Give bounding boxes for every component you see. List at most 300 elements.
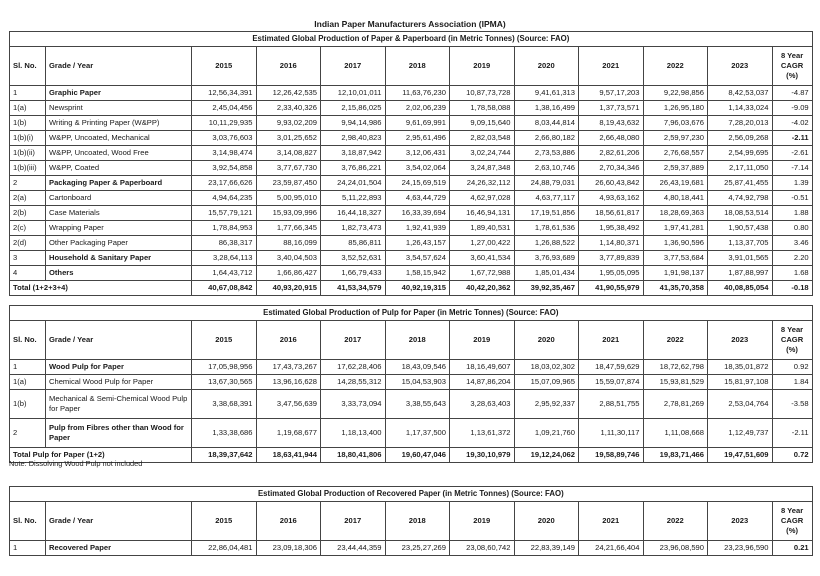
row-value: 2,95,61,496	[385, 131, 450, 146]
total-value: 19,83,71,466	[643, 448, 708, 463]
row-value: 18,08,53,514	[708, 206, 773, 221]
row-value: 14,87,86,204	[450, 375, 515, 390]
row-sl-no: 1(a)	[10, 101, 46, 116]
row-value: 3,28,64,113	[192, 251, 257, 266]
pulp-note: Note: Dissolving Wood Pulp not included	[9, 459, 143, 468]
row-value: 22,83,39,149	[514, 541, 579, 556]
table-header-row	[10, 502, 813, 541]
row-value: 3,76,86,221	[321, 161, 386, 176]
row-value: 1,26,88,522	[514, 236, 579, 251]
row-sl-no: 2(a)	[10, 191, 46, 206]
row-value: 3,18,87,942	[321, 146, 386, 161]
row-value: 3,52,52,631	[321, 251, 386, 266]
row-value: 3,03,76,603	[192, 131, 257, 146]
row-value: 15,93,81,529	[643, 375, 708, 390]
row-value: 4,93,63,162	[579, 191, 644, 206]
row-value: 3,33,73,094	[321, 390, 386, 419]
row-value: 1,77,66,345	[256, 221, 321, 236]
table-row	[10, 191, 813, 206]
row-value: 3,28,63,403	[450, 390, 515, 419]
row-value: 23,09,18,306	[256, 541, 321, 556]
row-value: 2,82,61,206	[579, 146, 644, 161]
row-value: 17,19,51,856	[514, 206, 579, 221]
row-value: 17,62,28,406	[321, 360, 386, 375]
row-value: 18,56,61,817	[579, 206, 644, 221]
row-cagr: 0.21	[772, 541, 812, 556]
row-value: 8,42,53,037	[708, 86, 773, 101]
pulp-production-table	[9, 305, 813, 463]
row-sl-no: 1	[10, 86, 46, 101]
table-header-row	[10, 321, 813, 360]
header-grade: Grade / Year	[46, 47, 192, 86]
row-grade: Cartonboard	[46, 191, 192, 206]
table-row	[10, 86, 813, 101]
row-value: 3,77,89,839	[579, 251, 644, 266]
row-value: 23,96,08,590	[643, 541, 708, 556]
row-value: 2,33,40,326	[256, 101, 321, 116]
header-year: 2023	[708, 502, 773, 541]
total-value: 19,47,51,609	[708, 448, 773, 463]
total-value: 40,42,20,362	[450, 281, 515, 296]
row-sl-no: 2(c)	[10, 221, 46, 236]
row-value: 9,93,02,209	[256, 116, 321, 131]
table-row	[10, 206, 813, 221]
row-cagr: -2.11	[772, 419, 812, 448]
row-sl-no: 4	[10, 266, 46, 281]
total-value: 19,60,47,046	[385, 448, 450, 463]
row-sl-no: 1(b)(i)	[10, 131, 46, 146]
row-value: 3,01,25,652	[256, 131, 321, 146]
row-value: 1,26,95,180	[643, 101, 708, 116]
row-value: 7,28,20,013	[708, 116, 773, 131]
row-value: 9,22,98,856	[643, 86, 708, 101]
row-value: 15,81,97,108	[708, 375, 773, 390]
header-year: 2019	[450, 321, 515, 360]
row-cagr: 1.68	[772, 266, 812, 281]
row-value: 23,59,87,450	[256, 176, 321, 191]
row-value: 3,38,68,391	[192, 390, 257, 419]
row-cagr: -2.11	[772, 131, 812, 146]
row-cagr: -4.02	[772, 116, 812, 131]
table-caption-row	[10, 306, 813, 321]
row-value: 1,36,90,596	[643, 236, 708, 251]
row-value: 3,76,93,689	[514, 251, 579, 266]
row-sl-no: 2(d)	[10, 236, 46, 251]
total-value: 40,08,85,054	[708, 281, 773, 296]
recovered-paper-table	[9, 486, 813, 556]
row-value: 2,73,53,886	[514, 146, 579, 161]
row-value: 13,96,16,628	[256, 375, 321, 390]
header-year: 2022	[643, 321, 708, 360]
header-year: 2021	[579, 321, 644, 360]
row-value: 9,57,17,203	[579, 86, 644, 101]
total-value: 18,39,37,642	[192, 448, 257, 463]
row-grade: W&PP, Coated	[46, 161, 192, 176]
row-value: 1,91,98,137	[643, 266, 708, 281]
row-value: 1,89,40,531	[450, 221, 515, 236]
table-row	[10, 390, 813, 419]
header-year: 2015	[192, 502, 257, 541]
row-value: 2,02,06,239	[385, 101, 450, 116]
header-year: 2020	[514, 321, 579, 360]
header-sl-no: Sl. No.	[10, 321, 46, 360]
header-year: 2016	[256, 47, 321, 86]
header-year: 2020	[514, 47, 579, 86]
row-value: 18,16,49,607	[450, 360, 515, 375]
row-value: 3,77,53,684	[643, 251, 708, 266]
row-value: 24,24,01,504	[321, 176, 386, 191]
row-value: 15,07,09,965	[514, 375, 579, 390]
header-year: 2015	[192, 47, 257, 86]
row-value: 2,17,11,050	[708, 161, 773, 176]
total-value: 18,63,41,944	[256, 448, 321, 463]
header-year: 2018	[385, 47, 450, 86]
row-value: 1,17,37,500	[385, 419, 450, 448]
row-value: 24,15,69,519	[385, 176, 450, 191]
row-cagr: 1.39	[772, 176, 812, 191]
table-row	[10, 251, 813, 266]
total-value: 40,93,20,915	[256, 281, 321, 296]
total-value: 19,30,10,979	[450, 448, 515, 463]
row-value: 26,60,43,842	[579, 176, 644, 191]
header-cagr-line: (%)	[786, 71, 798, 80]
row-value: 18,43,09,546	[385, 360, 450, 375]
row-value: 22,86,04,481	[192, 541, 257, 556]
table-row	[10, 541, 813, 556]
table-row	[10, 419, 813, 448]
row-sl-no: 1	[10, 360, 46, 375]
row-cagr: 1.88	[772, 206, 812, 221]
row-value: 2,54,99,695	[708, 146, 773, 161]
header-year: 2018	[385, 502, 450, 541]
row-value: 1,11,08,668	[643, 419, 708, 448]
row-value: 3,14,08,827	[256, 146, 321, 161]
row-cagr: 0.80	[772, 221, 812, 236]
header-year: 2017	[321, 502, 386, 541]
table-row	[10, 360, 813, 375]
row-value: 8,19,43,632	[579, 116, 644, 131]
row-value: 23,08,60,742	[450, 541, 515, 556]
total-value: 40,67,08,842	[192, 281, 257, 296]
row-value: 15,59,07,874	[579, 375, 644, 390]
header-year: 2023	[708, 47, 773, 86]
row-value: 17,05,98,956	[192, 360, 257, 375]
header-year: 2015	[192, 321, 257, 360]
row-value: 3,24,87,348	[450, 161, 515, 176]
row-value: 9,61,69,991	[385, 116, 450, 131]
header-cagr	[772, 321, 812, 360]
table-caption: Estimated Global Production of Paper & Paperboard (in Metric Tonnes) (Source: FAO)	[10, 32, 813, 47]
row-value: 2,70,34,346	[579, 161, 644, 176]
header-cagr-line: CAGR	[780, 61, 804, 70]
row-value: 18,47,59,629	[579, 360, 644, 375]
table-row	[10, 176, 813, 191]
row-value: 12,56,34,391	[192, 86, 257, 101]
header-year: 2021	[579, 502, 644, 541]
header-cagr-line: (%)	[786, 526, 798, 535]
row-value: 1,58,15,942	[385, 266, 450, 281]
total-value: 19,12,24,062	[514, 448, 579, 463]
header-year: 2023	[708, 321, 773, 360]
row-value: 23,17,66,626	[192, 176, 257, 191]
row-value: 10,11,29,935	[192, 116, 257, 131]
row-value: 3,91,01,565	[708, 251, 773, 266]
row-value: 2,59,37,889	[643, 161, 708, 176]
total-label: Total Pulp for Paper (1+2)	[10, 448, 192, 463]
header-year: 2018	[385, 321, 450, 360]
row-value: 2,95,92,337	[514, 390, 579, 419]
row-value: 2,59,97,230	[643, 131, 708, 146]
total-value: 41,90,55,979	[579, 281, 644, 296]
total-value: 40,92,19,315	[385, 281, 450, 296]
row-value: 9,09,15,640	[450, 116, 515, 131]
row-value: 2,76,68,557	[643, 146, 708, 161]
row-value: 18,28,69,363	[643, 206, 708, 221]
row-grade: Newsprint	[46, 101, 192, 116]
header-sl-no: Sl. No.	[10, 502, 46, 541]
row-value: 3,77,67,730	[256, 161, 321, 176]
row-value: 9,41,61,313	[514, 86, 579, 101]
header-year: 2017	[321, 47, 386, 86]
total-value: 18,80,41,806	[321, 448, 386, 463]
row-value: 4,62,97,028	[450, 191, 515, 206]
row-grade: W&PP, Uncoated, Mechanical	[46, 131, 192, 146]
table-row	[10, 161, 813, 176]
row-value: 4,74,92,798	[708, 191, 773, 206]
row-grade: Pulp from Fibres other than Wood for Paper	[46, 419, 192, 448]
row-value: 17,43,73,267	[256, 360, 321, 375]
row-value: 24,88,79,031	[514, 176, 579, 191]
row-value: 4,63,44,729	[385, 191, 450, 206]
row-value: 1,78,58,088	[450, 101, 515, 116]
row-cagr: 2.20	[772, 251, 812, 266]
row-value: 3,40,04,503	[256, 251, 321, 266]
table-caption: Estimated Global Production of Recovered Paper (in Metric Tonnes) (Source: FAO)	[10, 487, 813, 502]
row-value: 1,92,41,939	[385, 221, 450, 236]
row-cagr: 3.46	[772, 236, 812, 251]
row-cagr: -7.14	[772, 161, 812, 176]
row-value: 3,47,56,639	[256, 390, 321, 419]
total-row	[10, 281, 813, 296]
total-value: 41,35,70,358	[643, 281, 708, 296]
row-value: 1,82,73,473	[321, 221, 386, 236]
row-value: 5,11,22,893	[321, 191, 386, 206]
row-value: 15,04,53,903	[385, 375, 450, 390]
row-cagr: -2.61	[772, 146, 812, 161]
row-value: 1,78,84,953	[192, 221, 257, 236]
header-cagr-line: CAGR	[780, 516, 804, 525]
row-value: 1,26,43,157	[385, 236, 450, 251]
row-value: 3,14,98,474	[192, 146, 257, 161]
row-value: 2,45,04,456	[192, 101, 257, 116]
row-value: 88,16,099	[256, 236, 321, 251]
header-cagr	[772, 502, 812, 541]
header-cagr-line: 8 Year	[780, 325, 804, 334]
row-value: 16,33,39,694	[385, 206, 450, 221]
table-row	[10, 221, 813, 236]
row-value: 11,63,76,230	[385, 86, 450, 101]
row-value: 25,87,41,455	[708, 176, 773, 191]
table-row	[10, 375, 813, 390]
row-value: 1,66,79,433	[321, 266, 386, 281]
row-grade: Wrapping Paper	[46, 221, 192, 236]
row-grade: Household & Sanitary Paper	[46, 251, 192, 266]
row-value: 1,67,72,988	[450, 266, 515, 281]
row-value: 18,72,62,798	[643, 360, 708, 375]
header-grade: Grade / Year	[46, 321, 192, 360]
table-caption-row	[10, 32, 813, 47]
header-cagr	[772, 47, 812, 86]
header-year: 2016	[256, 321, 321, 360]
row-value: 1,19,68,677	[256, 419, 321, 448]
paper-production-table	[9, 31, 813, 296]
row-value: 1,97,41,281	[643, 221, 708, 236]
row-value: 4,80,18,441	[643, 191, 708, 206]
row-value: 3,54,02,064	[385, 161, 450, 176]
row-cagr: -9.09	[772, 101, 812, 116]
row-value: 1,95,05,095	[579, 266, 644, 281]
header-sl-no: Sl. No.	[10, 47, 46, 86]
row-value: 2,88,51,755	[579, 390, 644, 419]
row-value: 2,66,80,182	[514, 131, 579, 146]
row-value: 3,12,06,431	[385, 146, 450, 161]
row-value: 2,66,48,080	[579, 131, 644, 146]
row-value: 1,66,86,427	[256, 266, 321, 281]
row-value: 12,10,01,011	[321, 86, 386, 101]
row-cagr: 1.84	[772, 375, 812, 390]
row-value: 1,13,61,372	[450, 419, 515, 448]
row-value: 2,53,04,764	[708, 390, 773, 419]
row-cagr: 0.92	[772, 360, 812, 375]
row-value: 16,46,94,131	[450, 206, 515, 221]
total-cagr: -0.18	[772, 281, 812, 296]
table-caption-row	[10, 487, 813, 502]
row-value: 1,27,00,422	[450, 236, 515, 251]
row-value: 1,78,61,536	[514, 221, 579, 236]
row-sl-no: 1(b)(ii)	[10, 146, 46, 161]
header-cagr-line: (%)	[786, 345, 798, 354]
row-grade: Other Packaging Paper	[46, 236, 192, 251]
row-value: 1,13,37,705	[708, 236, 773, 251]
header-grade: Grade / Year	[46, 502, 192, 541]
row-value: 1,87,88,997	[708, 266, 773, 281]
document-title: Indian Paper Manufacturers Association (IPMA)	[314, 19, 506, 29]
total-label: Total (1+2+3+4)	[10, 281, 192, 296]
row-sl-no: 2	[10, 419, 46, 448]
total-value: 39,92,35,467	[514, 281, 579, 296]
row-value: 23,23,96,590	[708, 541, 773, 556]
row-sl-no: 1(a)	[10, 375, 46, 390]
row-grade: Graphic Paper	[46, 86, 192, 101]
row-value: 23,44,44,359	[321, 541, 386, 556]
row-value: 10,87,73,728	[450, 86, 515, 101]
row-value: 2,56,09,268	[708, 131, 773, 146]
row-value: 15,57,79,121	[192, 206, 257, 221]
row-value: 1,09,21,760	[514, 419, 579, 448]
row-sl-no: 1(b)	[10, 390, 46, 419]
row-value: 2,78,81,269	[643, 390, 708, 419]
header-cagr-line: CAGR	[780, 335, 804, 344]
total-value: 41,53,34,579	[321, 281, 386, 296]
row-value: 1,18,13,400	[321, 419, 386, 448]
table-row	[10, 131, 813, 146]
header-year: 2022	[643, 47, 708, 86]
row-value: 1,11,30,117	[579, 419, 644, 448]
row-value: 24,26,32,112	[450, 176, 515, 191]
row-sl-no: 2	[10, 176, 46, 191]
header-year: 2022	[643, 502, 708, 541]
row-value: 4,63,77,117	[514, 191, 579, 206]
row-value: 18,35,01,872	[708, 360, 773, 375]
row-value: 14,28,55,312	[321, 375, 386, 390]
row-value: 26,43,19,681	[643, 176, 708, 191]
row-value: 1,38,16,499	[514, 101, 579, 116]
header-year: 2017	[321, 321, 386, 360]
header-year: 2019	[450, 47, 515, 86]
row-grade: Wood Pulp for Paper	[46, 360, 192, 375]
row-sl-no: 1(b)	[10, 116, 46, 131]
row-value: 8,03,44,814	[514, 116, 579, 131]
row-value: 1,12,49,737	[708, 419, 773, 448]
row-sl-no: 3	[10, 251, 46, 266]
row-sl-no: 2(b)	[10, 206, 46, 221]
row-grade: Recovered Paper	[46, 541, 192, 556]
row-value: 1,64,43,712	[192, 266, 257, 281]
row-cagr: -3.58	[772, 390, 812, 419]
row-value: 1,90,57,438	[708, 221, 773, 236]
row-value: 4,94,64,235	[192, 191, 257, 206]
total-cagr: 0.72	[772, 448, 812, 463]
row-value: 16,44,18,327	[321, 206, 386, 221]
row-value: 15,93,09,996	[256, 206, 321, 221]
header-year: 2019	[450, 502, 515, 541]
table-row	[10, 236, 813, 251]
row-value: 18,03,02,302	[514, 360, 579, 375]
row-value: 23,25,27,269	[385, 541, 450, 556]
row-value: 3,92,54,858	[192, 161, 257, 176]
row-value: 24,21,66,404	[579, 541, 644, 556]
row-value: 86,38,317	[192, 236, 257, 251]
row-grade: Mechanical & Semi-Chemical Wood Pulp for Paper	[46, 390, 192, 419]
header-year: 2021	[579, 47, 644, 86]
header-cagr-line: 8 Year	[780, 51, 804, 60]
row-value: 1,37,73,571	[579, 101, 644, 116]
header-year: 2016	[256, 502, 321, 541]
table-caption: Estimated Global Production of Pulp for Paper (in Metric Tonnes) (Source: FAO)	[10, 306, 813, 321]
row-value: 3,02,24,744	[450, 146, 515, 161]
row-value: 2,98,40,823	[321, 131, 386, 146]
header-year: 2020	[514, 502, 579, 541]
table-header-row	[10, 47, 813, 86]
table-row	[10, 116, 813, 131]
table-row	[10, 101, 813, 116]
row-grade: Others	[46, 266, 192, 281]
row-value: 9,94,14,986	[321, 116, 386, 131]
row-value: 13,67,30,565	[192, 375, 257, 390]
row-cagr: -4.87	[772, 86, 812, 101]
table-row	[10, 146, 813, 161]
row-value: 1,33,38,686	[192, 419, 257, 448]
row-value: 85,86,811	[321, 236, 386, 251]
row-grade: Writing & Printing Paper (W&PP)	[46, 116, 192, 131]
row-value: 5,00,95,010	[256, 191, 321, 206]
header-cagr-line: 8 Year	[780, 506, 804, 515]
row-grade: Packaging Paper & Paperboard	[46, 176, 192, 191]
row-value: 2,63,10,746	[514, 161, 579, 176]
row-value: 2,15,86,025	[321, 101, 386, 116]
table-row	[10, 266, 813, 281]
row-value: 2,82,03,548	[450, 131, 515, 146]
